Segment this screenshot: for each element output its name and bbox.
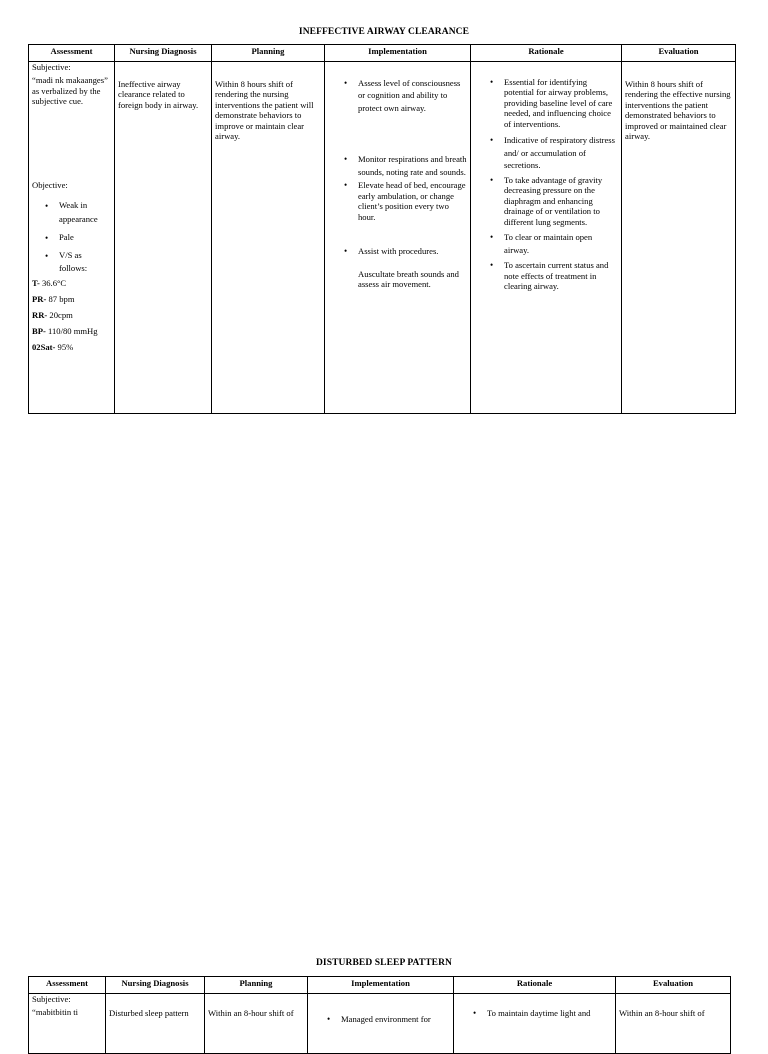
- evaluation-cell: [622, 62, 736, 414]
- header-rationale: Rationale: [454, 977, 616, 994]
- rationale-item: • Essential for identifying potential for airway problems, providing baseline level of care needed, and influencing choice of interventions.: [504, 77, 618, 129]
- vital-pulse-rate: PR- 87 bpm: [32, 294, 75, 305]
- vital-blood-pressure: BP- 110/80 mmHg: [32, 325, 98, 336]
- header-evaluation: Evaluation: [622, 45, 736, 62]
- rationale-item: • To ascertain current status and note effects of treatment in clearing airway.: [504, 260, 618, 291]
- table-header-row: [29, 977, 731, 994]
- objective-item: • Pale: [59, 231, 111, 245]
- subjective-label: Subjective:: [32, 994, 71, 1004]
- implementation-item: • Elevate head of bed, encourage early ambulation, or change client’s position every two hour.: [358, 180, 467, 222]
- rationale-list: [474, 77, 618, 292]
- subjective-cue: “madi nk makaanges” as verbalized by the subjective cue.: [32, 75, 108, 107]
- implementation-item: • Assess level of consciousness or cognition and ability to protect own airway.: [358, 77, 467, 114]
- care-plan-table-airway: [28, 44, 736, 414]
- nursing-diagnosis-cell: [115, 62, 212, 414]
- implementation-item: • Assist with procedures.: [358, 245, 467, 257]
- rationale-list: [457, 1008, 612, 1018]
- rationale-item: • Indicative of respiratory distress and/ or accumulation of secretions.: [504, 134, 618, 171]
- header-planning: Planning: [205, 977, 308, 994]
- header-assessment: Assessment: [29, 45, 115, 62]
- header-evaluation: Evaluation: [616, 977, 731, 994]
- nursing-diagnosis-text: Ineffective airway clearance related to foreign body in airway.: [118, 79, 199, 110]
- implementation-cell: [325, 62, 471, 414]
- objective-item: • V/S as follows:: [59, 249, 111, 277]
- planning-text: Within 8 hours shift of rendering the nursing interventions the patient will demonstrate behaviors to improve or maintain clear airway.: [215, 79, 314, 142]
- header-assessment: Assessment: [29, 977, 106, 994]
- vital-temperature: T- 36.6°C: [32, 278, 67, 289]
- objective-item: • Weak in appearance: [59, 199, 111, 227]
- care-plan-title-sleep: DISTURBED SLEEP PATTERN: [315, 958, 453, 968]
- evaluation-text: Within an 8-hour shift of: [619, 1008, 705, 1018]
- rationale-item: • To maintain daytime light and: [487, 1008, 612, 1018]
- vital-oxygen-saturation: 02Sat- 95%: [32, 341, 74, 352]
- implementation-list: [311, 1014, 450, 1024]
- rationale-item: • To clear or maintain open airway.: [504, 231, 618, 256]
- nursing-diagnosis-text: Disturbed sleep pattern: [109, 1008, 189, 1018]
- assessment-cell: [29, 62, 115, 414]
- objective-list: [32, 199, 111, 276]
- implementation-item: • Monitor respirations and breath sounds, noting rate and sounds.: [358, 153, 467, 178]
- header-nursing-diagnosis: Nursing Diagnosis: [115, 45, 212, 62]
- header-nursing-diagnosis: Nursing Diagnosis: [106, 977, 205, 994]
- header-implementation: Implementation: [325, 45, 471, 62]
- table-header-row: [29, 45, 736, 62]
- subjective-cue: “mabitbitin ti: [32, 1007, 79, 1018]
- evaluation-text: Within 8 hours shift of rendering the effective nursing interventions the patient demonstrated behaviors to improved or maintained clear airway.: [625, 79, 731, 142]
- implementation-list: [328, 77, 467, 258]
- care-plan-table-sleep: [28, 976, 731, 1054]
- planning-cell: [212, 62, 325, 414]
- header-planning: Planning: [212, 45, 325, 62]
- care-plan-title-airway: INEFFECTIVE AIRWAY CLEARANCE: [298, 27, 470, 37]
- planning-text: Within an 8-hour shift of: [208, 1008, 294, 1018]
- table-row: [29, 62, 736, 414]
- vital-respiratory-rate: RR- 20cpm: [32, 309, 73, 320]
- implementation-item: • Managed environment for: [341, 1014, 450, 1024]
- header-rationale: Rationale: [471, 45, 622, 62]
- header-implementation: Implementation: [308, 977, 454, 994]
- rationale-cell: [471, 62, 622, 414]
- vital-signs: [32, 276, 111, 355]
- objective-label: Objective:: [32, 179, 68, 190]
- implementation-extra: Auscultate breath sounds and assess air movement.: [358, 268, 459, 290]
- rationale-item: • To take advantage of gravity decreasing pressure on the diaphragm and enhancing drainage of or ventilation to different lung segments.: [504, 175, 618, 227]
- subjective-label: Subjective:: [32, 62, 71, 72]
